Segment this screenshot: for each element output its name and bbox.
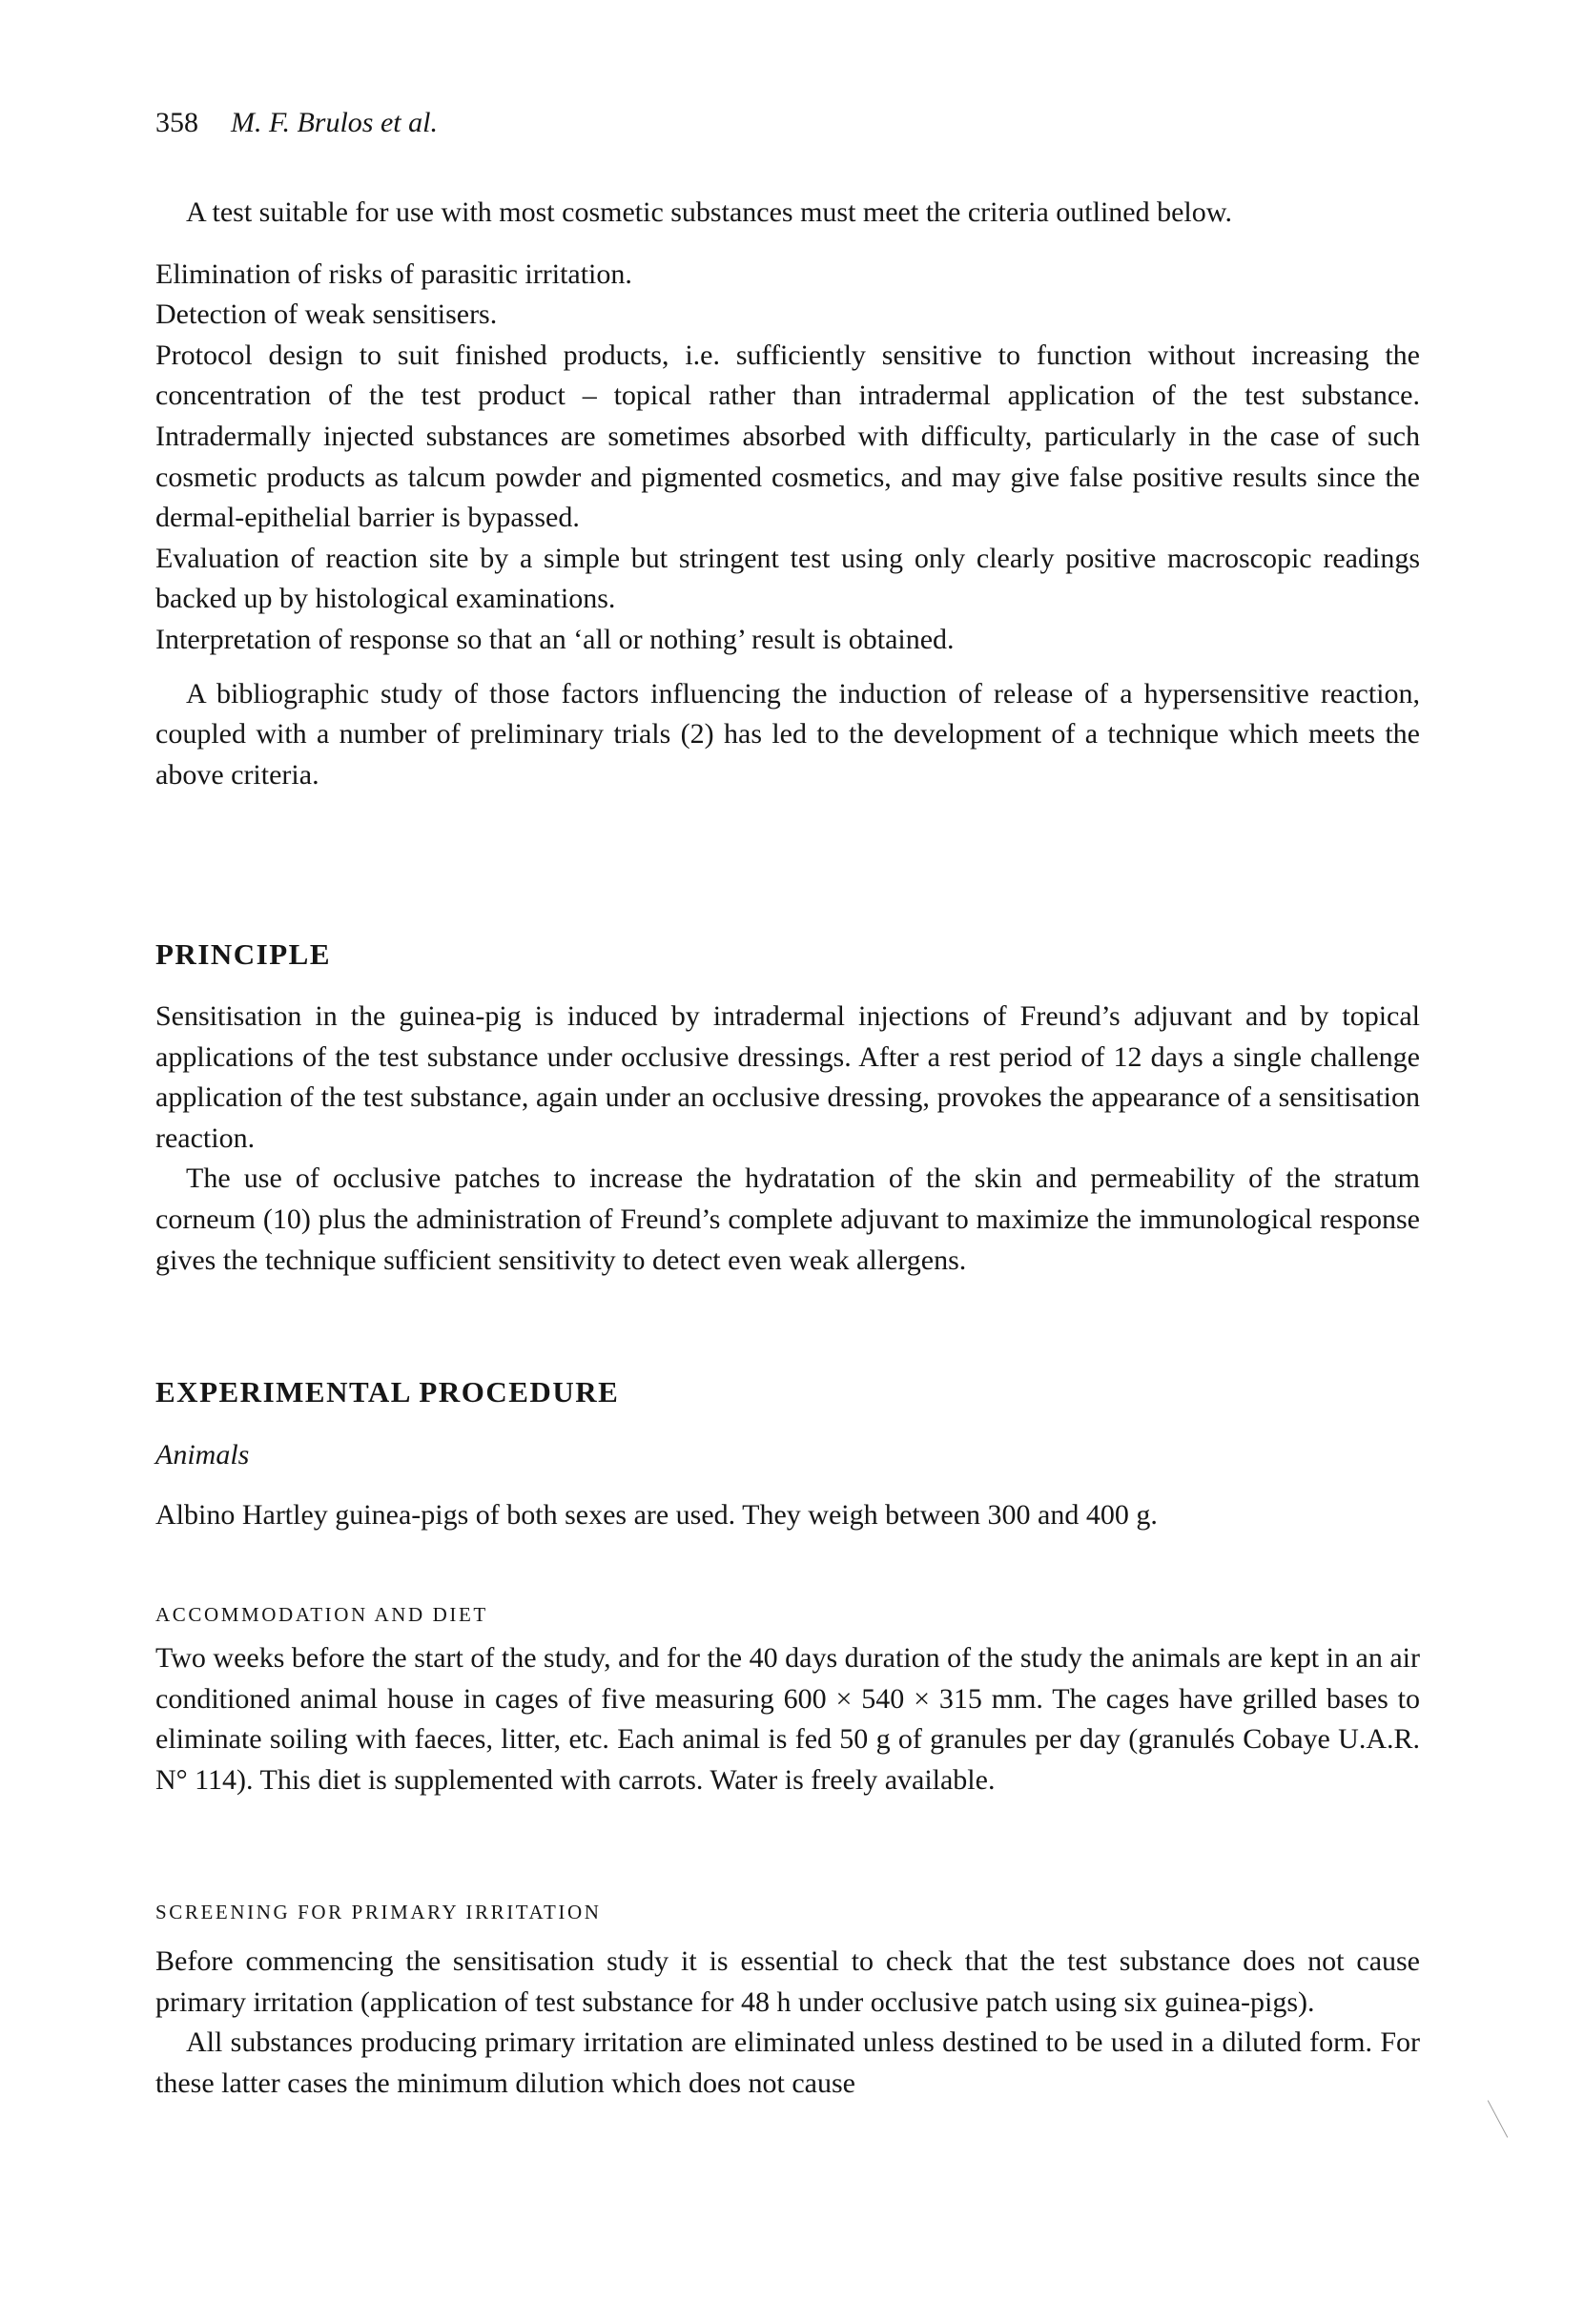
criteria-item: Interpretation of response so that an ‘all or nothing’ result is obtained. xyxy=(155,623,955,655)
screening-paragraph: Before commencing the sensitisation study it is essential to check that the test substance does not cause primary irritation (application of test substance for 48 h under occlusive patch using six guinea-pigs). xyxy=(155,1945,1420,2018)
principle-heading: PRINCIPLE xyxy=(155,937,332,971)
principle-paragraph: The use of occlusive patches to increase the hydratation of the skin and permeability of the stratum corneum (10) plus the administration of Freund’s complete adjuvant to maximize the immunological response gives the technique sufficient sensitivity to detect even weak allergens. xyxy=(155,1162,1420,1276)
margin-mark xyxy=(1488,2100,1509,2137)
screening-heading: SCREENING FOR PRIMARY IRRITATION xyxy=(155,1901,602,1923)
intro-paragraph: A test suitable for use with most cosmetic substances must meet the criteria outlined below. xyxy=(186,196,1232,228)
animals-text xyxy=(155,1495,1420,1536)
animals-heading: Animals xyxy=(155,1439,250,1470)
animals-paragraph: Albino Hartley guinea-pigs of both sexes are used. They weigh between 300 and 400 g. xyxy=(155,1499,1158,1531)
page-number: 358 xyxy=(155,107,198,138)
intro-section xyxy=(155,193,1420,795)
running-authors: M. F. Brulos et al. xyxy=(231,107,438,138)
criteria-item: Elimination of risks of parasitic irritation. xyxy=(155,257,632,290)
criteria-item: Protocol design to suit finished products, i.e. sufficiently sensitive to function without increasing the concentration of the test product – topical rather than intradermal application of the test substance. Intradermally injected substances are sometimes absorbed with difficulty, particularly in the case of such cosmetic products as talcum powder and pigmented cosmetics, and may give false positive results since the dermal-epithelial barrier is bypassed. xyxy=(155,339,1420,534)
accommodation-paragraph: Two weeks before the start of the study, and for the 40 days duration of the study the animals are kept in an air conditioned animal house in cages of five measuring 600 × 540 × 315 mm. The cages have grilled bases to eliminate soiling with faeces, litter, etc. Each animal is fed 50 g of granules per day (granulés Cobaye U.A.R. N° 114). This diet is supplemented with carrots. Water is freely available. xyxy=(155,1642,1420,1796)
accommodation-text xyxy=(155,1638,1420,1800)
screening-paragraph: All substances producing primary irritation are eliminated unless destined to be used in a diluted form. For these latter cases the minimum dilution which does not cause xyxy=(155,2026,1420,2099)
criteria-item: Evaluation of reaction site by a simple but stringent test using only clearly positive macroscopic readings backed up by histological examinations. xyxy=(155,542,1420,615)
running-header xyxy=(155,107,438,139)
screening-section xyxy=(155,1942,1420,2104)
procedure-heading: EXPERIMENTAL PROCEDURE xyxy=(155,1375,620,1409)
intro-paragraph: A bibliographic study of those factors influencing the induction of release of a hypersensitive reaction, coupled with a number of preliminary trials (2) has led to the development of a technique which meets the above criteria. xyxy=(155,677,1420,791)
criteria-item: Detection of weak sensitisers. xyxy=(155,298,498,331)
principle-section xyxy=(155,997,1420,1281)
principle-paragraph: Sensitisation in the guinea-pig is induced by intradermal injections of Freund’s adjuvant and by topical applications of the test substance under occlusive dressings. After a rest period of 12 days a single challenge application of the test substance, again under an occlusive dressing, provokes the appearance of a sensitisation reaction. xyxy=(155,1000,1420,1154)
accommodation-heading: ACCOMMODATION AND DIET xyxy=(155,1603,488,1626)
